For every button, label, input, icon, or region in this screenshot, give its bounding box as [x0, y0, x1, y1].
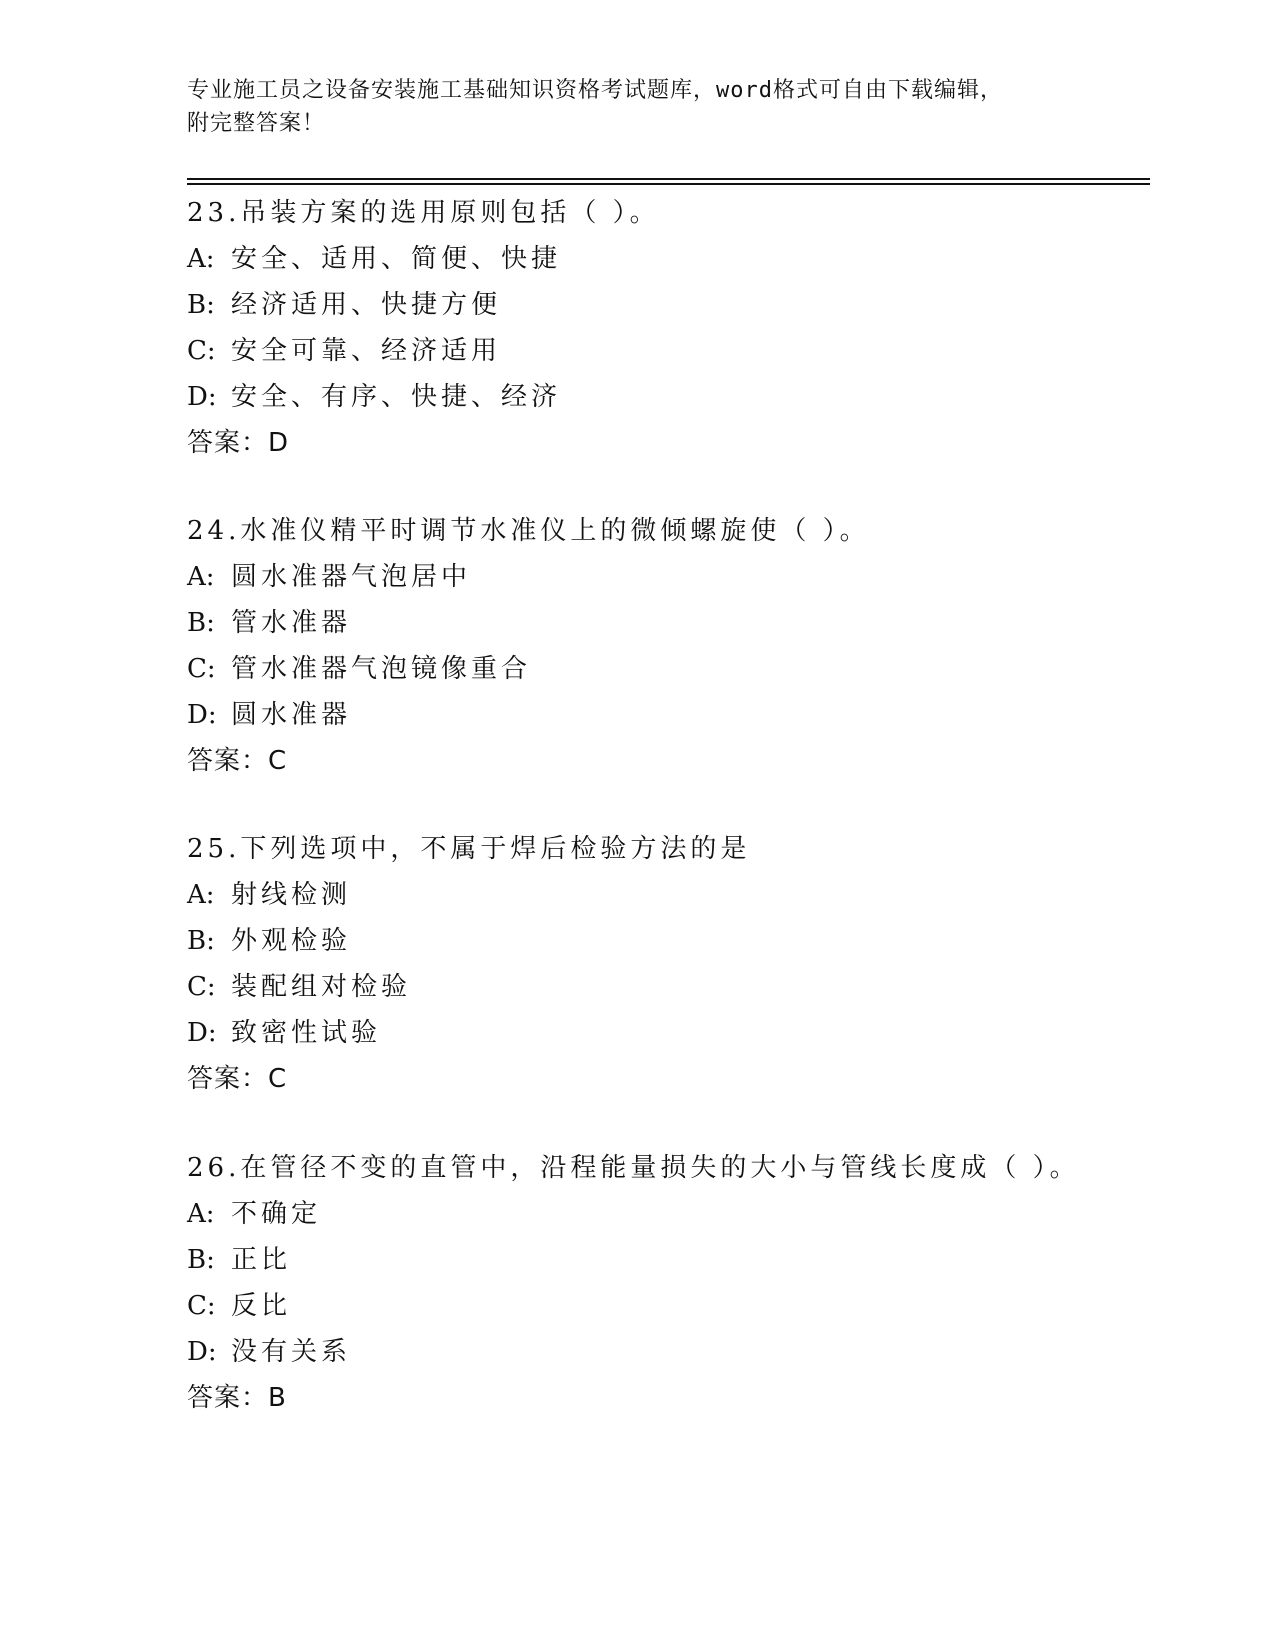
option-c	[187, 1283, 1150, 1329]
option-b	[187, 282, 1150, 328]
option-letter: A:	[187, 1199, 215, 1229]
option-text: 致密性试验	[231, 1018, 382, 1048]
question-block	[187, 508, 1150, 784]
option-text: 安全、有序、快捷、经济	[231, 382, 562, 412]
option-letter: B:	[187, 290, 215, 320]
option-c	[187, 646, 1150, 692]
answer-line: 答案：D	[187, 428, 290, 458]
option-b	[187, 600, 1150, 646]
answer-line: 答案：B	[187, 1383, 287, 1413]
option-text: 射线检测	[231, 880, 352, 910]
option-letter: D:	[187, 382, 217, 412]
option-d	[187, 1329, 1150, 1375]
option-d	[187, 374, 1150, 420]
option-text: 经济适用、快捷方便	[231, 290, 502, 320]
option-letter: A:	[187, 880, 215, 910]
header-line-1: 专业施工员之设备安装施工基础知识资格考试题库，word格式可自由下载编辑，	[187, 78, 1003, 103]
option-d	[187, 1010, 1150, 1056]
option-b	[187, 1237, 1150, 1283]
option-text: 反比	[231, 1291, 292, 1321]
header-divider-top	[187, 178, 1150, 180]
option-letter: C:	[187, 972, 216, 1002]
question-stem: 23.吊装方案的选用原则包括（ ）。	[187, 198, 660, 228]
option-text: 圆水准器气泡居中	[231, 562, 472, 592]
option-letter: C:	[187, 1291, 216, 1321]
option-a	[187, 1191, 1150, 1237]
option-letter: B:	[187, 1245, 215, 1275]
option-letter: B:	[187, 608, 215, 638]
option-a	[187, 872, 1150, 918]
option-a	[187, 236, 1150, 282]
option-text: 安全可靠、经济适用	[231, 336, 502, 366]
header-divider-bottom	[187, 183, 1150, 185]
option-c	[187, 328, 1150, 374]
answer-line: 答案：C	[187, 1064, 288, 1094]
option-letter: C:	[187, 336, 216, 366]
option-letter: C:	[187, 654, 216, 684]
header-line-2: 附完整答案！	[187, 111, 326, 136]
option-letter: D:	[187, 1337, 217, 1367]
option-text: 圆水准器	[231, 700, 352, 730]
option-text: 装配组对检验	[231, 972, 412, 1002]
option-text: 没有关系	[231, 1337, 352, 1367]
question-block	[187, 1145, 1150, 1421]
option-letter: A:	[187, 244, 215, 274]
option-a	[187, 554, 1150, 600]
document-header	[187, 74, 1087, 140]
question-block	[187, 826, 1150, 1102]
option-letter: B:	[187, 926, 215, 956]
option-text: 管水准器气泡镜像重合	[231, 654, 532, 684]
question-block	[187, 190, 1150, 466]
option-d	[187, 692, 1150, 738]
question-stem: 26.在管径不变的直管中，沿程能量损失的大小与管线长度成（ ）。	[187, 1153, 1080, 1183]
option-letter: D:	[187, 1018, 217, 1048]
option-c	[187, 964, 1150, 1010]
option-text: 安全、适用、简便、快捷	[231, 244, 562, 274]
option-text: 管水准器	[231, 608, 352, 638]
option-b	[187, 918, 1150, 964]
option-text: 不确定	[231, 1199, 322, 1229]
option-text: 正比	[231, 1245, 292, 1275]
option-letter: D:	[187, 700, 217, 730]
option-letter: A:	[187, 562, 215, 592]
question-stem: 24.水准仪精平时调节水准仪上的微倾螺旋使（ ）。	[187, 516, 870, 546]
option-text: 外观检验	[231, 926, 352, 956]
question-stem: 25.下列选项中，不属于焊后检验方法的是	[187, 834, 751, 864]
answer-line: 答案：C	[187, 746, 288, 776]
